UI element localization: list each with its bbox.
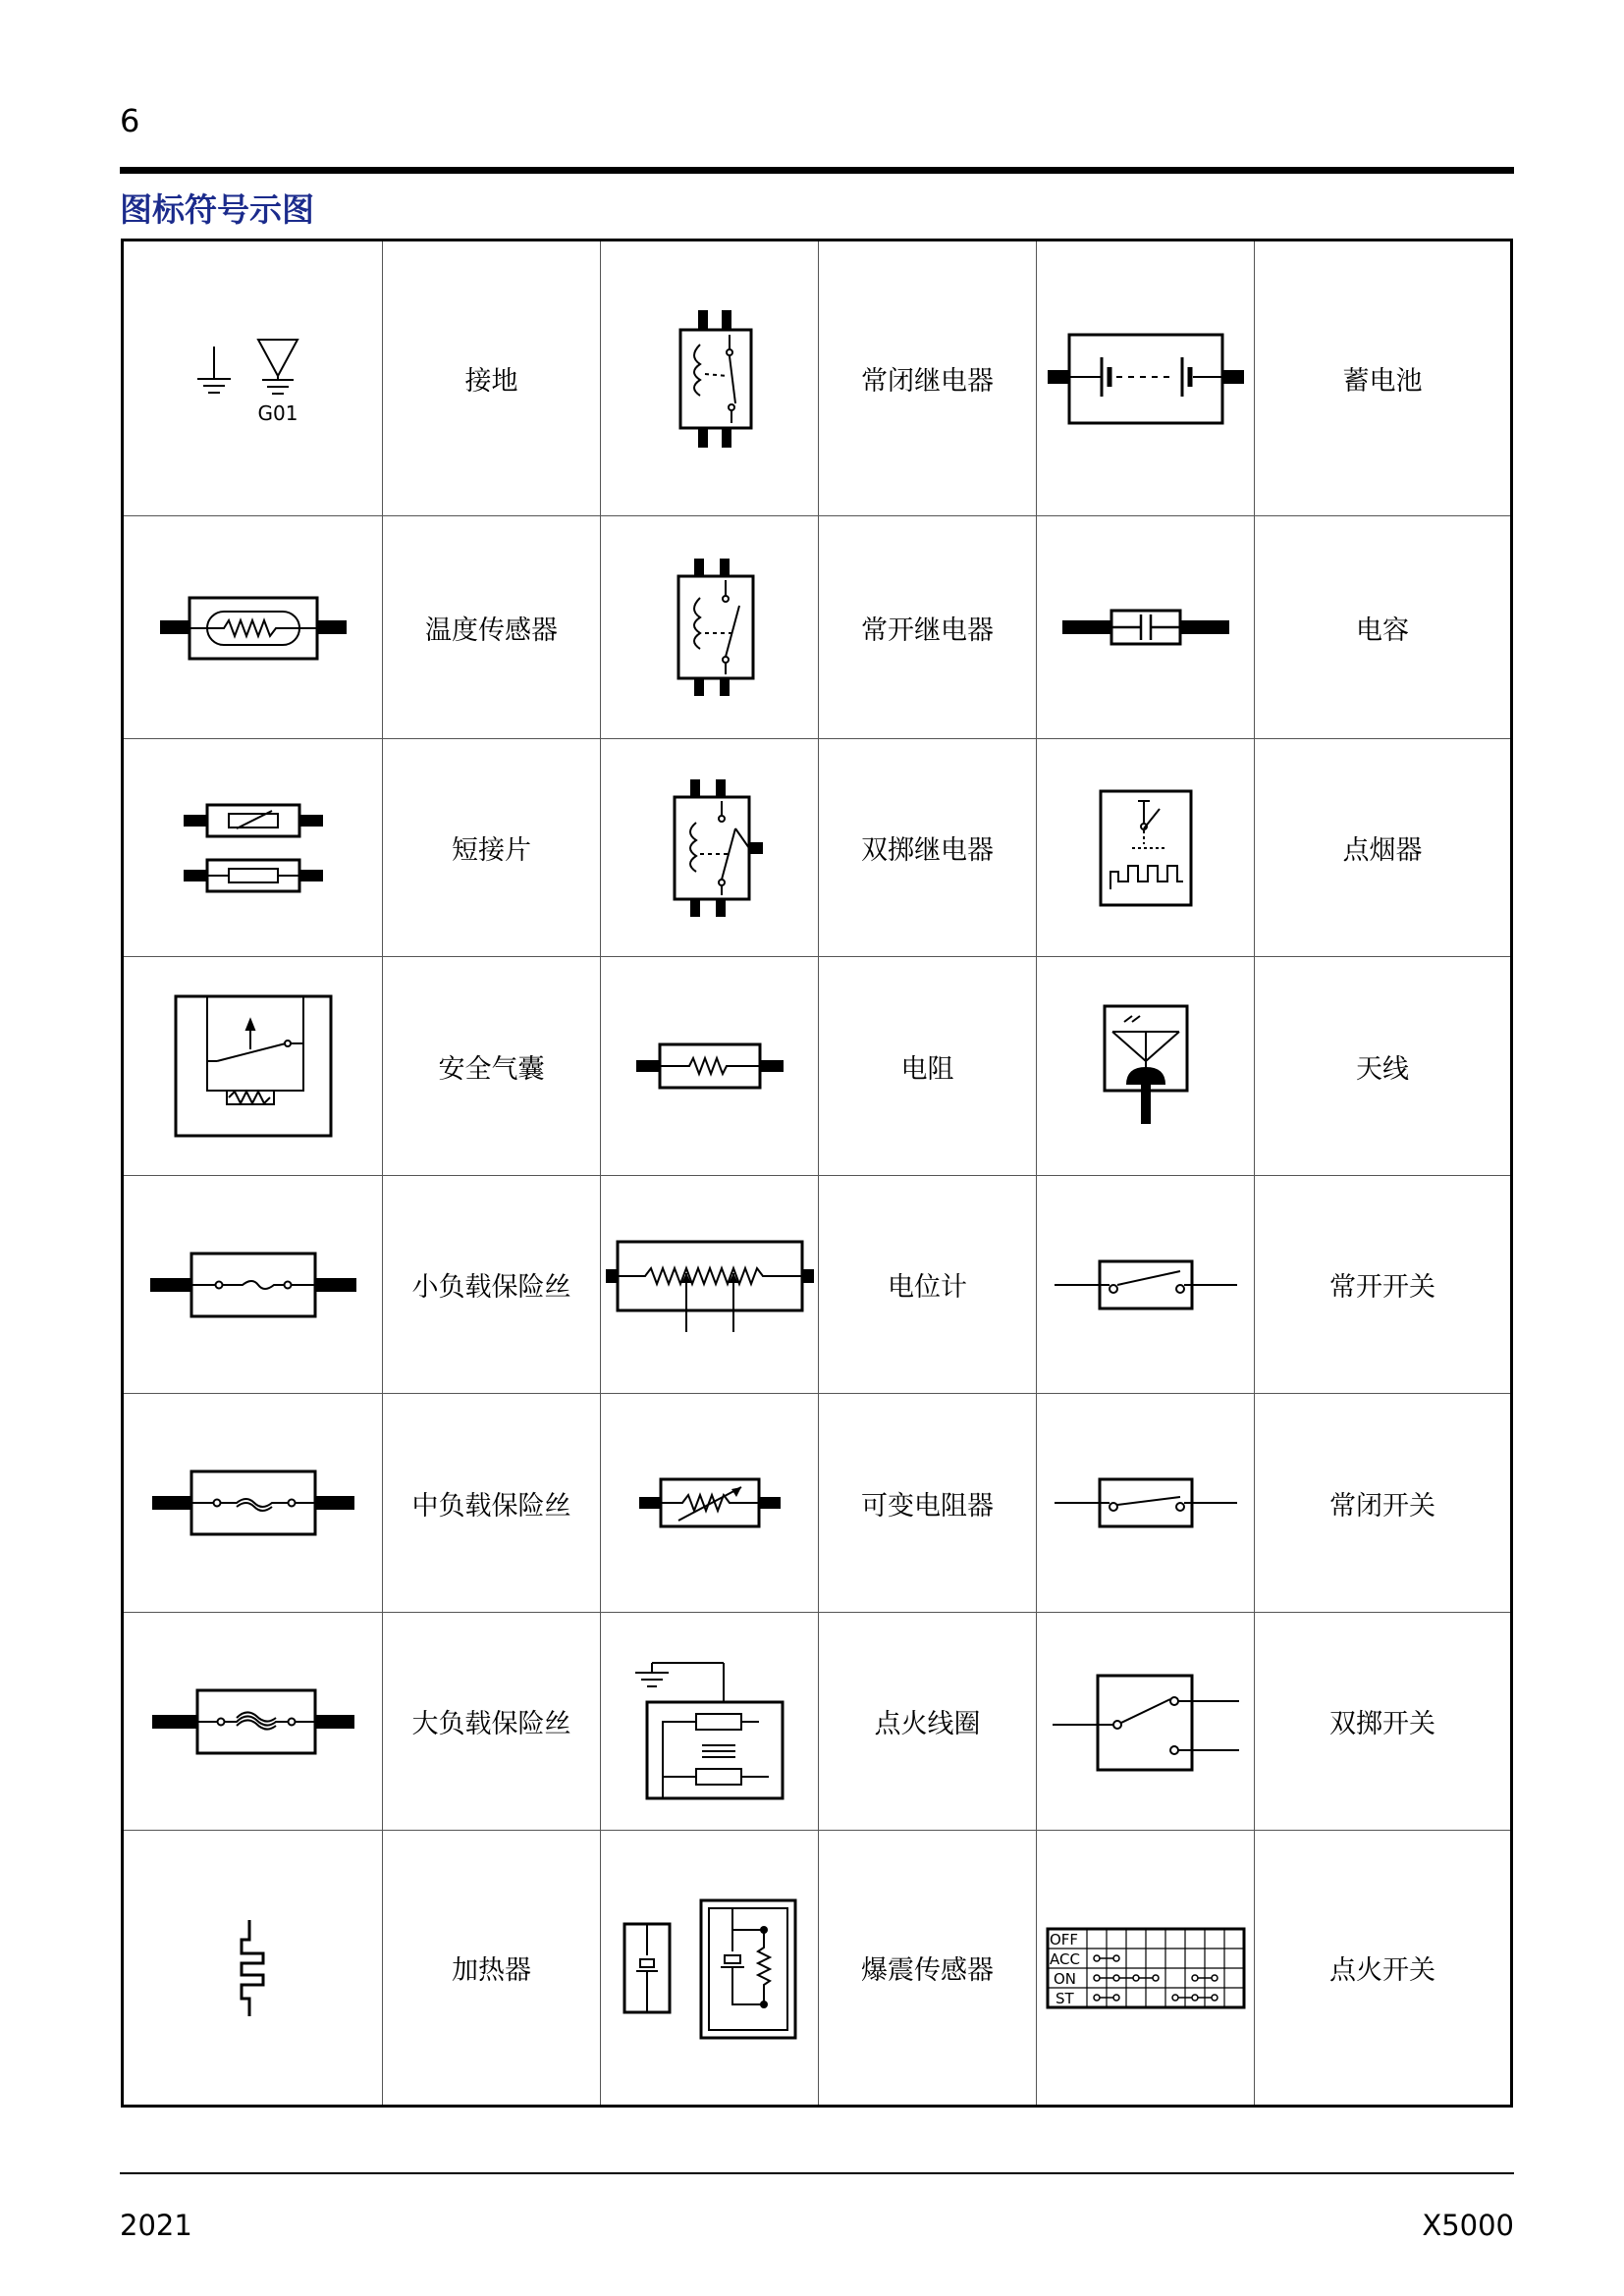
variable-resistor-symbol-cell [601, 1394, 819, 1613]
ground-label: 接地 [383, 240, 601, 516]
potentiometer-symbol-cell [601, 1176, 819, 1394]
capacitor-label: 电容 [1255, 516, 1512, 739]
capacitor-icon [1062, 603, 1229, 652]
nc-relay-icon [661, 305, 759, 453]
footer-year: 2021 [120, 2209, 192, 2242]
shorting-bar-symbol-cell [123, 739, 383, 957]
ignition-coil-symbol-cell [601, 1613, 819, 1831]
resistor-symbol-cell [601, 957, 819, 1176]
ground-symbol-cell [123, 240, 383, 516]
battery-label: 蓄电池 [1255, 240, 1512, 516]
large-fuse-icon [152, 1682, 354, 1761]
knock-sensor-icon [617, 1895, 803, 2042]
nc-relay-symbol-cell [601, 240, 819, 516]
section-title: 图标符号示图 [120, 190, 314, 229]
heater-icon [224, 1914, 283, 2022]
heater-symbol-cell [123, 1831, 383, 2107]
no-switch-label: 常开开关 [1255, 1176, 1512, 1394]
double-throw-switch-icon [1053, 1668, 1239, 1776]
potentiometer-label: 电位计 [819, 1176, 1037, 1394]
ignition-position-st: ST [1055, 1989, 1074, 2007]
nc-switch-label: 常闭开关 [1255, 1394, 1512, 1613]
double-throw-relay-label: 双掷继电器 [819, 739, 1037, 957]
heater-label: 加热器 [383, 1831, 601, 2107]
medium-fuse-icon [152, 1464, 354, 1542]
variable-resistor-icon [639, 1473, 781, 1532]
resistor-icon [636, 1039, 784, 1094]
capacitor-symbol-cell [1037, 516, 1255, 739]
double-throw-switch-symbol-cell [1037, 1613, 1255, 1831]
medium-fuse-symbol-cell [123, 1394, 383, 1613]
antenna-label: 天线 [1255, 957, 1512, 1176]
cigarette-lighter-label: 点烟器 [1255, 739, 1512, 957]
double-throw-relay-symbol-cell [601, 739, 819, 957]
resistor-label: 电阻 [819, 957, 1037, 1176]
ignition-position-on: ON [1053, 1969, 1076, 1988]
page-number: 6 [120, 102, 140, 139]
ignition-coil-label: 点火线圈 [819, 1613, 1037, 1831]
antenna-icon [1097, 1002, 1195, 1130]
symbol-table [121, 239, 1513, 2108]
double-throw-switch-label: 双掷开关 [1255, 1613, 1512, 1831]
cigarette-lighter-symbol-cell [1037, 739, 1255, 957]
variable-resistor-label: 可变电阻器 [819, 1394, 1037, 1613]
battery-symbol-cell [1037, 240, 1255, 516]
no-relay-label: 常开继电器 [819, 516, 1037, 739]
nc-switch-symbol-cell [1037, 1394, 1255, 1613]
double-throw-relay-icon [651, 779, 769, 917]
footer-model: X5000 [1422, 2209, 1514, 2242]
no-switch-symbol-cell [1037, 1176, 1255, 1394]
small-fuse-label: 小负载保险丝 [383, 1176, 601, 1394]
ground-tag: G01 [257, 400, 298, 425]
ignition-switch-icon [1046, 1927, 1246, 2009]
nc-switch-icon [1055, 1473, 1237, 1532]
ignition-position-acc: ACC [1049, 1949, 1080, 1968]
medium-fuse-label: 中负载保险丝 [383, 1394, 601, 1613]
no-relay-symbol-cell [601, 516, 819, 739]
knock-sensor-label: 爆震传感器 [819, 1831, 1037, 2107]
ignition-coil-icon [622, 1643, 798, 1800]
shorting-bar-icon [180, 789, 327, 907]
large-fuse-symbol-cell [123, 1613, 383, 1831]
airbag-label: 安全气囊 [383, 957, 601, 1176]
footer-rule [120, 2172, 1514, 2174]
knock-sensor-symbol-cell [601, 1831, 819, 2107]
airbag-icon [172, 992, 335, 1140]
small-fuse-icon [150, 1246, 356, 1324]
antenna-symbol-cell [1037, 957, 1255, 1176]
no-switch-icon [1055, 1255, 1237, 1314]
ground-icon [180, 325, 327, 433]
ignition-position-off: OFF [1049, 1930, 1078, 1949]
ignition-switch-label: 点火开关 [1255, 1831, 1512, 2107]
potentiometer-icon [606, 1236, 814, 1334]
cigarette-lighter-icon [1097, 787, 1195, 909]
temperature-sensor-label: 温度传感器 [383, 516, 601, 739]
small-fuse-symbol-cell [123, 1176, 383, 1394]
nc-relay-label: 常闭继电器 [819, 240, 1037, 516]
header-rule [120, 167, 1514, 174]
temperature-sensor-icon [160, 588, 347, 667]
battery-icon [1048, 330, 1244, 428]
shorting-bar-label: 短接片 [383, 739, 601, 957]
ignition-switch-symbol-cell [1037, 1831, 1255, 2107]
airbag-symbol-cell [123, 957, 383, 1176]
large-fuse-label: 大负载保险丝 [383, 1613, 601, 1831]
no-relay-icon [661, 559, 759, 696]
temperature-sensor-symbol-cell [123, 516, 383, 739]
